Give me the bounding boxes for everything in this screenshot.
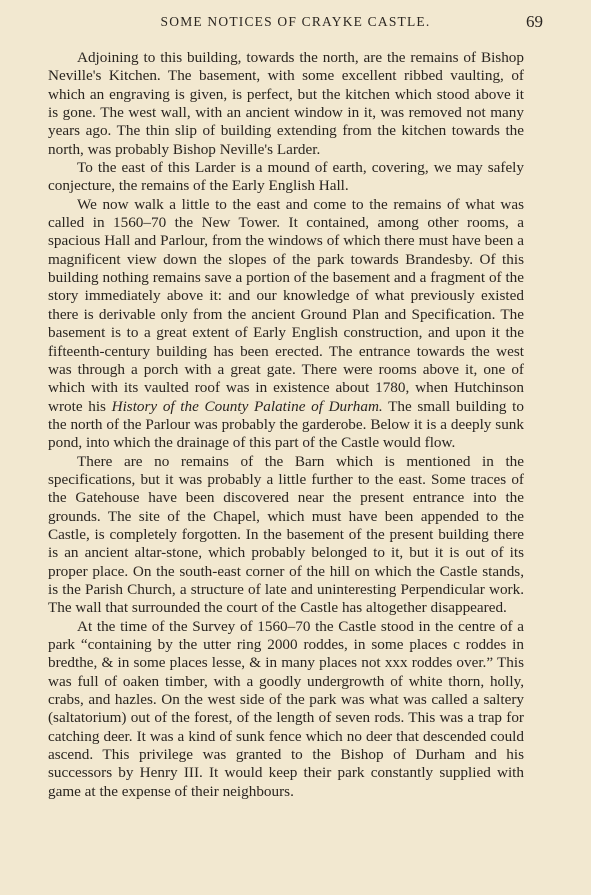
book-title-reference: History of the County Palatine of Durham. (111, 397, 383, 415)
paragraph-new-tower (48, 196, 524, 453)
body-text (48, 49, 524, 801)
running-head: SOME NOTICES OF CRAYKE CASTLE. (160, 14, 431, 29)
new-tower-text-part-1: We now walk a little to the east and come to the remains of what was called in 1560–70 the New Tower. It contained, among other rooms, a spacious Hall and Parlour, from the windows of which there must have been a magnificent view down the slopes of the park towards Brandesby. Of this building nothing remains save a portion of the basement and a fragment of the story immediately above it: and our knowledge of what previously existed there is derivable only from the ancient Ground Plan and Specification. The basement is to a great extent of Early English construction, and upon it the fifteenth-century building has been erected. The entrance towards the west was through a porch with a great gate. There were rooms above it, one of which with its vaulted roof was in existence about 1780, when Hutchinson wrote his (48, 195, 524, 415)
new-tower-text-part-2: The small building to the north of the Parlour was probably the garderobe. Below it is a deeply sunk pond, into which the drainage of this part of the Castle would flow. (48, 397, 524, 452)
page-header (48, 14, 543, 36)
paragraph-barn-chapel: There are no remains of the Barn which is mentioned in the specifications, but it was probably a little further to the east. Some traces of the Gatehouse have been discovered near the present entrance into the grounds. The site of the Chapel, which must have been appended to the Castle, is completely forgotten. In the basement of the present building there is an ancient altar-stone, which probably belonged to it, but it is out of its proper place. On the south-east corner of the hill on which the Castle stands, is the Parish Church, a structure of late and uninteresting Perpendicular work. The wall that surrounded the court of the Castle has altogether disappeared. (48, 452, 524, 617)
paragraph-survey-park: At the time of the Survey of 1560–70 the Castle stood in the centre of a park “containing by the utter ring 2000 roddes, in some places c roddes in bredthe, & in some places lesse, & in many places not xxx roddes over.” This was full of oaken timber, with a goodly undergrowth of white thorn, holly, crabs, and hazles. On the west side of the park was what was called a saltery (saltatorium) out of the forest, of the length of seven rods. This was a trap for catching deer. It was a kind of sunk fence which no deer that descended could ascend. This privilege was granted to the Bishop of Durham and his successors by Henry III. It would keep their park constantly supplied with game at the expense of their neighbours. (48, 617, 524, 800)
page-number: 69 (526, 12, 543, 31)
paragraph-larder-mound: To the east of this Larder is a mound of earth, covering, we may safely conjecture, the remains of the Early English Hall. (48, 159, 524, 195)
paragraph-kitchen: Adjoining to this building, towards the north, are the remains of Bishop Neville's Kitchen. The basement, with some excellent ribbed vaulting, of which an engraving is given, is perfect, but the kitchen which stood above it is gone. The west wall, with an ancient window in it, was removed not many years ago. The thin slip of building extending from the kitchen towards the north, was probably Bishop Neville's Larder. (48, 49, 524, 158)
